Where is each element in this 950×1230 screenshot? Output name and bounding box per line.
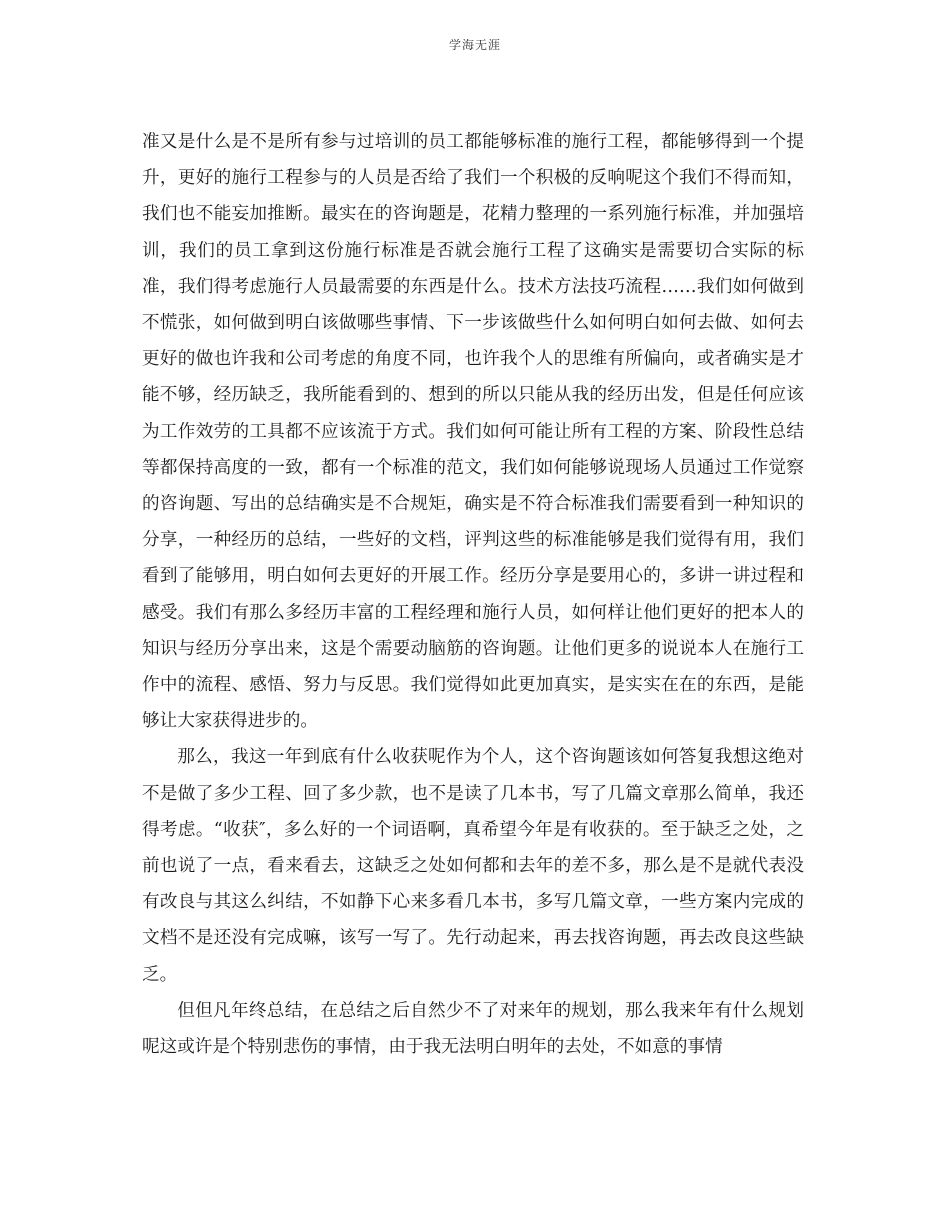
document-body	[142, 124, 804, 1065]
body-paragraph-1: 准又是什么是不是所有参与过培训的员工都能够标准的施行工程，都能够得到一个提升，更好的施行工程参与的人员是否给了我们一个积极的反响呢这个我们不得而知，我们也不能妄加推断。最实在的咨询题是，花精力整理的一系列施行标准，并加强培训，我们的员工拿到这份施行标准是否就会施行工程了这确实是需要切合实际的标准，我们得考虑施行人员最需要的东西是什么。技术方法技巧流程……我们如何做到不慌张，如何做到明白该做哪些事情、下一步该做些什么如何明白如何去做、如何去更好的做也许我和公司考虑的角度不同，也许我个人的思维有所偏向，或者确实是才能不够，经历缺乏，我所能看到的、想到的所以只能从我的经历出发，但是任何应该为工作效劳的工具都不应该流于方式。我们如何可能让所有工程的方案、阶段性总结等都保持高度的一致，都有一个标准的范文，我们如何能够说现场人员通过工作觉察的咨询题、写出的总结确实是不合规矩，确实是不符合标准我们需要看到一种知识的分享，一种经历的总结，一些好的文档，评判这些的标准能够是我们觉得有用，我们看到了能够用，明白如何去更好的开展工作。经历分享是要用心的，多讲一讲过程和感受。我们有那么多经历丰富的工程经理和施行人员，如何样让他们更好的把本人的知识与经历分享出来，这是个需要动脑筋的咨询题。让他们更多的说说本人在施行工作中的流程、感悟、努力与反思。我们觉得如此更加真实，是实实在在的东西，是能够让大家获得进步的。	[142, 132, 804, 732]
body-paragraph-3: 但但凡年终总结，在总结之后自然少不了对来年的规划，那么我来年有什么规划呢这或许是个特别悲伤的事情，由于我无法明白明年的去处，不如意的事情	[142, 1000, 804, 1058]
body-paragraph-2: 那么，我这一年到底有什么收获呢作为个人，这个咨询题该如何答复我想这绝对不是做了多少工程、回了多少款，也不是读了几本书，写了几篇文章那么简单，我还得考虑。“收获″，多么好的一个词语啊，真希望今年是有收获的。至于缺乏之处，之前也说了一点，看来看去，这缺乏之处如何都和去年的差不多，那么是不是就代表没有改良与其这么纠结，不如静下心来多看几本书，多写几篇文章，一些方案内完成的文档不是还没有完成嘛，该写一写了。先行动起来，再去找咨询题，再去改良这些缺乏。	[142, 747, 804, 985]
page-header: 学海无涯	[448, 38, 501, 52]
